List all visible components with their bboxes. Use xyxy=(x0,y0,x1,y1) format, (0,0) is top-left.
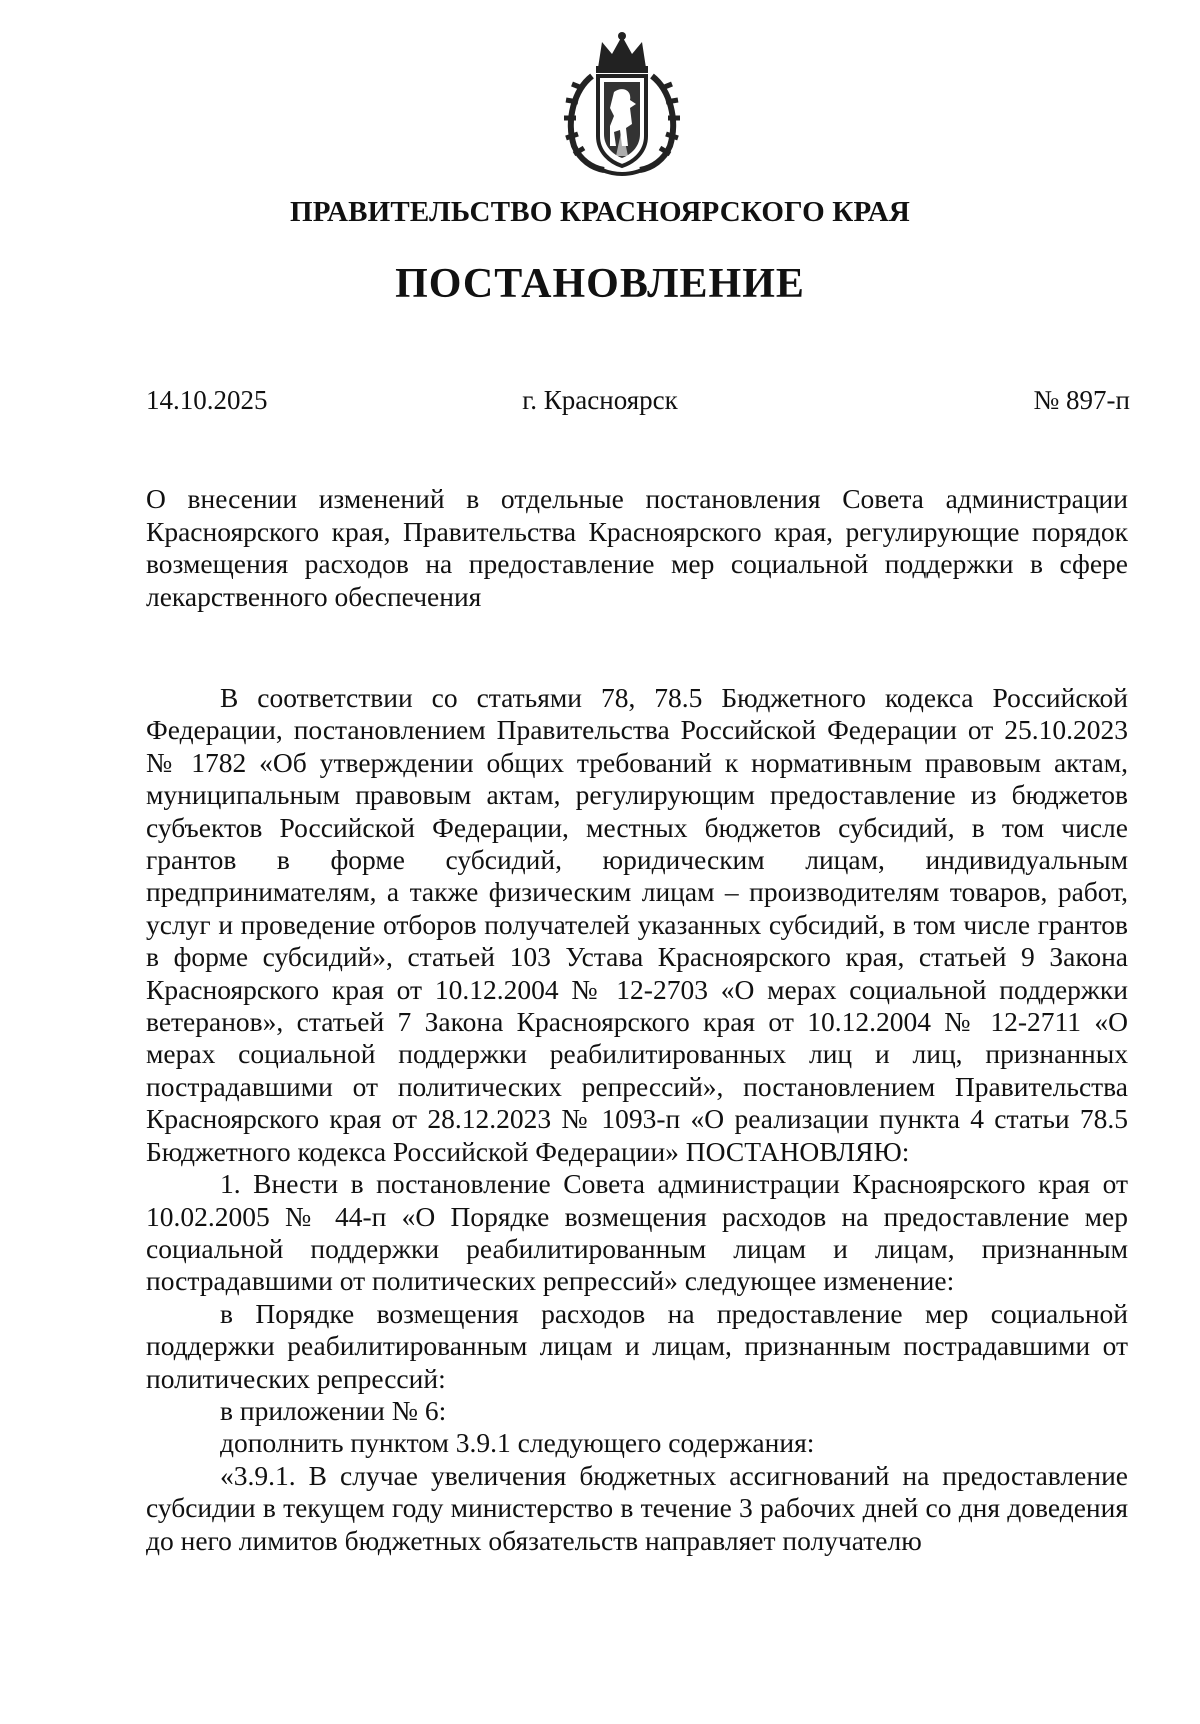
document-city: г. Красноярск xyxy=(522,385,678,415)
body-paragraph: дополнить пунктом 3.9.1 следующего содержания: xyxy=(220,1427,815,1459)
coat-of-arms-icon xyxy=(552,28,692,178)
document-type-heading: ПОСТАНОВЛЕНИЕ xyxy=(395,261,805,307)
document-title: О внесении изменений в отдельные постановления Совета администрации Красноярского края, Правительства Красноярского края, регулирующие порядок возмещения расходов на предоставление мер социальной поддержки в сфере лекарственного обеспечения xyxy=(146,483,1128,612)
body-paragraph: В соответствии со статьями 78, 78.5 Бюджетного кодекса Российской Федерации, постановлением Правительства Российской Федерации от 25.10.2023 № 1782 «Об утверждении общих требований к нормативным правовым актам, муниципальным правовым актам, регулирующим предоставление из бюджетов субъектов Российской Федерации, местных бюджетов субсидий, в том числе грантов в форме субсидий, юридическим лицам, индивидуальным предпринимателям, а также физическим лицам – производителям товаров, работ, услуг и проведение отборов получателей указанных субсидий, в том числе грантов в форме субсидий», статьей 103 Устава Красноярского края, статьей 9 Закона Красноярского края от 10.12.2004 № 12-2703 «О мерах социальной поддержки ветеранов», статьей 7 Закона Красноярского края от 10.12.2004 № 12-2711 «О мерах социальной поддержки реабилитированных лиц и лиц, признанных пострадавшими от политических репрессий», постановлением Правительства Красноярского края от 28.12.2023 № 1093-п «О реализации пункта 4 статьи 78.5 Бюджетного кодекса Российской Федерации» ПОСТАНОВЛЯЮ: xyxy=(146,682,1128,1167)
body-paragraph: 1. Внести в постановление Совета администрации Красноярского края от 10.02.2005 № 44-п «О Порядке возмещения расходов на предоставление мер социальной поддержки реабилитированным лицам и лицам, признанным пострадавшими от политических репрессий» следующее изменение: xyxy=(146,1168,1128,1297)
document-body xyxy=(146,682,1128,1557)
body-paragraph: в приложении № 6: xyxy=(220,1394,447,1426)
government-name: ПРАВИТЕЛЬСТВО КРАСНОЯРСКОГО КРАЯ xyxy=(289,196,911,228)
document-date: 14.10.2025 xyxy=(146,385,268,415)
body-paragraph: в Порядке возмещения расходов на предоставление мер социальной поддержки реабилитированным лицам и лицам, признанным пострадавшими от политических репрессий: xyxy=(146,1297,1128,1394)
document-number: № 897-п xyxy=(1033,385,1130,415)
body-paragraph: «3.9.1. В случае увеличения бюджетных ассигнований на предоставление субсидии в текущем году министерство в течение 3 рабочих дней со дня доведения до него лимитов бюджетных обязательств направляет получателю xyxy=(146,1459,1128,1556)
